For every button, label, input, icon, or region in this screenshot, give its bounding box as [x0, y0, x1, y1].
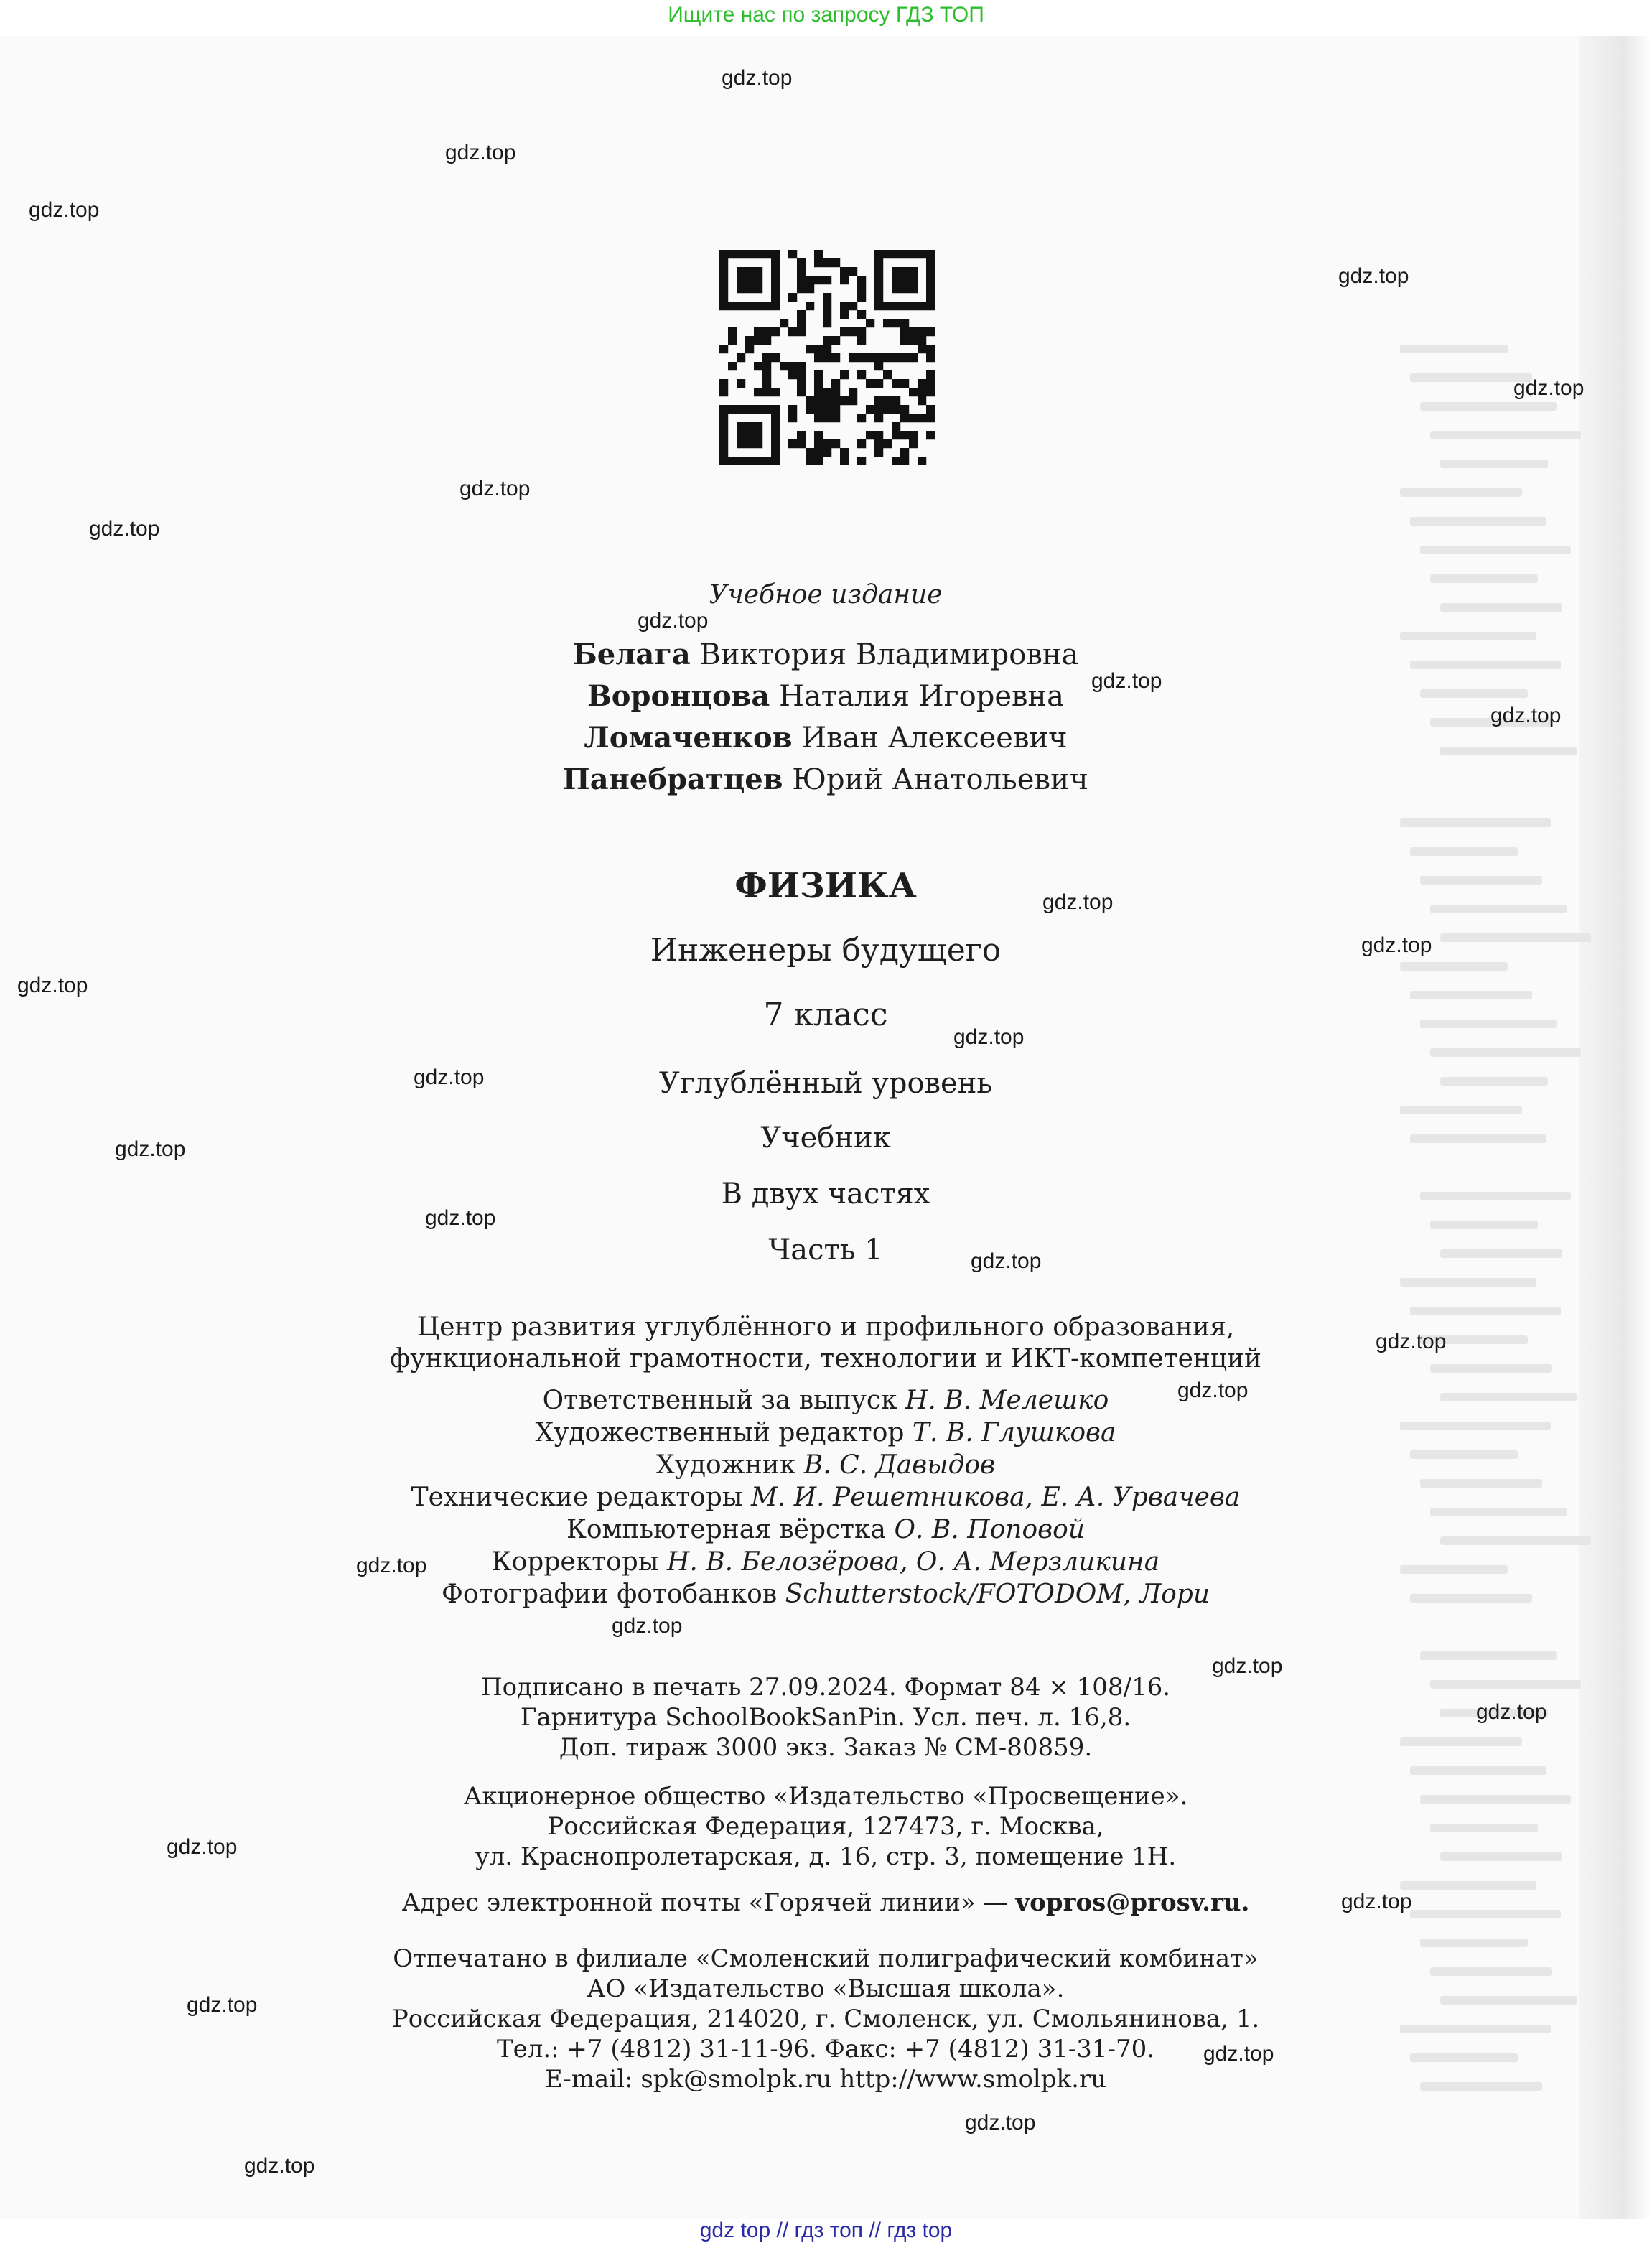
- watermark-label: gdz.top: [167, 1835, 238, 1859]
- bleed-through-line: [1430, 1824, 1538, 1832]
- watermark-label: gdz.top: [1203, 2042, 1274, 2066]
- bleed-through-line: [1430, 1508, 1567, 1516]
- bleed-through-line: [1400, 1278, 1536, 1287]
- author-line: [359, 762, 1292, 796]
- print-info-line: Гарнитура SchoolBookSanPin. Усл. печ. л. 16,8.: [520, 1703, 1131, 1732]
- bleed-through-line: [1420, 402, 1557, 411]
- watermark-label: gdz.top: [1338, 264, 1409, 288]
- grade: 7 класс: [763, 997, 888, 1033]
- bleed-through-line: [1440, 933, 1591, 942]
- credit-line: [359, 1386, 1292, 1415]
- watermark-label: gdz.top: [1476, 1700, 1547, 1724]
- bleed-through-line: [1440, 1536, 1591, 1545]
- author-name: Наталия Игоревна: [779, 680, 1065, 713]
- watermark-label: gdz.top: [1341, 1890, 1412, 1913]
- author-surname: Панебратцев: [562, 762, 783, 796]
- watermark-label: gdz.top: [414, 1065, 485, 1089]
- credit-line: [359, 1580, 1292, 1609]
- printer-line: Отпечатано в филиале «Смоленский полиграфический комбинат»: [393, 1944, 1259, 1973]
- search-hint-header[interactable]: Ищите нас по запросу ГДЗ ТОП: [668, 3, 984, 27]
- print-info-line: Подписано в печать 27.09.2024. Формат 84 × 108/16.: [480, 1673, 1171, 1702]
- credit-line: [359, 1418, 1292, 1447]
- credit-line: [359, 1547, 1292, 1577]
- bleed-through-line: [1430, 1967, 1552, 1976]
- credit-names: О. В. Поповой: [894, 1515, 1085, 1544]
- author-name: Иван Алексеевич: [801, 722, 1068, 755]
- watermark-label: gdz.top: [445, 141, 516, 164]
- page-edge-shadow: [1579, 36, 1652, 2219]
- credit-names: В. С. Давыдов: [803, 1450, 995, 1480]
- bleed-through-line: [1430, 574, 1538, 583]
- bleed-through-line: [1440, 747, 1577, 755]
- author-line: [359, 638, 1292, 671]
- publisher-line: Акционерное общество «Издательство «Просвещение».: [463, 1782, 1188, 1811]
- watermark-label: gdz.top: [1212, 1654, 1283, 1678]
- part-number: Часть 1: [768, 1233, 883, 1267]
- watermark-label: gdz.top: [971, 1249, 1042, 1273]
- bleed-through-line: [1410, 991, 1532, 999]
- footer-links[interactable]: gdz top // гдз топ // гдз top: [699, 2219, 953, 2242]
- bleed-through-line: [1410, 1594, 1532, 1603]
- publisher-line: Российская Федерация, 127473, г. Москва,: [547, 1812, 1104, 1841]
- bleed-through-line: [1420, 1795, 1571, 1804]
- bleed-through-line: [1420, 1939, 1528, 1947]
- bleed-through-line: [1440, 1852, 1562, 1861]
- watermark-label: gdz.top: [29, 198, 100, 222]
- watermark-label: gdz.top: [356, 1554, 427, 1577]
- bleed-through-line: [1410, 1910, 1561, 1918]
- author-name: Юрий Анатольевич: [792, 763, 1089, 796]
- bleed-through-line: [1410, 661, 1561, 669]
- credit-role: Художник: [656, 1450, 796, 1480]
- credit-line: [359, 1515, 1292, 1544]
- book-title: ФИЗИКА: [734, 866, 917, 906]
- bleed-through-line: [1400, 1106, 1522, 1114]
- bleed-through-line: [1430, 1221, 1538, 1229]
- credit-names: Н. В. Белозёрова, О. А. Мерзликина: [666, 1547, 1160, 1577]
- bleed-through-line: [1420, 2082, 1542, 2091]
- credit-names: М. И. Решетникова, Е. А. Урвачева: [750, 1483, 1241, 1512]
- bleed-through-line: [1410, 2053, 1518, 2062]
- bleed-through-line: [1440, 1393, 1577, 1401]
- bleed-through-line: [1410, 517, 1546, 526]
- bleed-through-line: [1420, 1479, 1542, 1488]
- watermark-label: gdz.top: [425, 1206, 496, 1230]
- book-type: Учебник: [760, 1121, 891, 1155]
- watermark-label: gdz.top: [722, 66, 793, 90]
- bleed-through-line: [1420, 689, 1528, 698]
- edition-type: Учебное издание: [709, 580, 943, 610]
- author-surname: Белага: [572, 638, 691, 671]
- watermark-label: gdz.top: [638, 609, 709, 633]
- bleed-through-line: [1420, 876, 1542, 885]
- bleed-through-line: [1430, 1364, 1552, 1373]
- bleed-through-line: [1440, 1249, 1562, 1258]
- watermark-label: gdz.top: [1490, 704, 1562, 727]
- watermark-label: gdz.top: [459, 477, 531, 500]
- bleed-through-line: [1410, 1134, 1546, 1143]
- publisher-line: ул. Краснопролетарская, д. 16, стр. 3, помещение 1Н.: [475, 1842, 1177, 1871]
- level: Углублённый уровень: [658, 1067, 993, 1100]
- bleed-through-line: [1410, 1450, 1518, 1459]
- author-surname: Воронцова: [587, 679, 770, 713]
- watermark-label: gdz.top: [187, 1993, 258, 2017]
- center-line: функциональной грамотности, технологии и ИКТ-компетенций: [389, 1344, 1261, 1373]
- credit-role: Ответственный за выпуск: [542, 1386, 897, 1415]
- printer-line: E-mail: spk@smolpk.ru http://www.smolpk.ru: [544, 2065, 1107, 2094]
- qr-code-icon: [719, 250, 935, 465]
- credit-role: Фотографии фотобанков: [441, 1580, 778, 1609]
- bleed-through-line: [1420, 1020, 1557, 1028]
- bleed-through-line: [1420, 546, 1571, 554]
- bleed-through-line: [1420, 1651, 1557, 1660]
- watermark-label: gdz.top: [1091, 669, 1162, 693]
- credit-names: Т. В. Глушкова: [912, 1418, 1116, 1447]
- watermark-label: gdz.top: [244, 2154, 315, 2178]
- credit-role: Корректоры: [491, 1547, 659, 1577]
- watermark-label: gdz.top: [953, 1025, 1025, 1049]
- credit-line: [359, 1483, 1292, 1512]
- bleed-through-line: [1440, 1996, 1577, 2005]
- watermark-label: gdz.top: [17, 974, 88, 997]
- watermark-label: gdz.top: [1376, 1330, 1447, 1353]
- credit-role: Художественный редактор: [535, 1418, 905, 1447]
- watermark-label: gdz.top: [115, 1137, 186, 1161]
- bleed-through-line: [1430, 431, 1581, 439]
- hotline-email[interactable]: vopros@prosv.ru.: [1015, 1888, 1250, 1917]
- bleed-through-line: [1400, 1881, 1536, 1890]
- credit-names: Schutterstock/FOTODOM, Лори: [785, 1580, 1210, 1609]
- bleed-through-line: [1400, 345, 1508, 353]
- watermark-label: gdz.top: [965, 2111, 1036, 2135]
- bleed-through-line: [1420, 1192, 1571, 1200]
- bleed-through-line: [1410, 1307, 1561, 1315]
- bleed-through-line: [1400, 632, 1536, 640]
- watermark-label: gdz.top: [89, 517, 160, 541]
- bleed-through-line: [1440, 460, 1548, 468]
- watermark-label: gdz.top: [1513, 376, 1585, 400]
- bleed-through-line: [1440, 603, 1562, 612]
- printer-line: Тел.: +7 (4812) 31-11-96. Факс: +7 (4812) 31-31-70.: [496, 2035, 1155, 2063]
- credit-role: Технические редакторы: [411, 1483, 743, 1512]
- bleed-through-line: [1400, 488, 1522, 497]
- author-name: Виктория Владимировна: [699, 638, 1079, 671]
- credit-role: Компьютерная вёрстка: [566, 1515, 887, 1544]
- author-surname: Ломаченков: [584, 721, 793, 755]
- bleed-through-line: [1410, 1766, 1546, 1775]
- watermark-label: gdz.top: [612, 1614, 683, 1638]
- watermark-label: gdz.top: [1177, 1379, 1249, 1402]
- bleed-through-line: [1400, 962, 1508, 971]
- bleed-through-line: [1400, 1422, 1551, 1430]
- watermark-label: gdz.top: [1042, 890, 1114, 914]
- hotline-line: [359, 1888, 1292, 1917]
- center-line: Центр развития углублённого и профильного образования,: [416, 1312, 1235, 1342]
- printer-line: Российская Федерация, 214020, г. Смоленск, ул. Смольянинова, 1.: [391, 2005, 1260, 2033]
- bleed-through-line: [1400, 818, 1551, 827]
- parts-total: В двух частях: [721, 1177, 930, 1211]
- credit-names: Н. В. Мелешко: [905, 1386, 1109, 1415]
- watermark-label: gdz.top: [1361, 933, 1432, 957]
- credit-line: [359, 1450, 1292, 1480]
- bleed-through-line: [1430, 1048, 1581, 1057]
- bleed-through-line: [1430, 1680, 1581, 1689]
- bleed-through-line: [1400, 1737, 1522, 1746]
- hotline-label: Адрес электронной почты «Горячей линии» —: [401, 1888, 1008, 1917]
- printer-line: АО «Издательство «Высшая школа».: [587, 1974, 1065, 2003]
- bleed-through-line: [1400, 1565, 1508, 1574]
- author-line: [359, 721, 1292, 755]
- print-info-line: Доп. тираж 3000 экз. Заказ № СМ-80859.: [559, 1733, 1093, 1762]
- series-title: Инженеры будущего: [650, 932, 1002, 969]
- bleed-through-line: [1410, 847, 1518, 856]
- bleed-through-line: [1440, 1077, 1548, 1086]
- bleed-through-line: [1400, 2025, 1551, 2033]
- bleed-through-line: [1430, 905, 1567, 913]
